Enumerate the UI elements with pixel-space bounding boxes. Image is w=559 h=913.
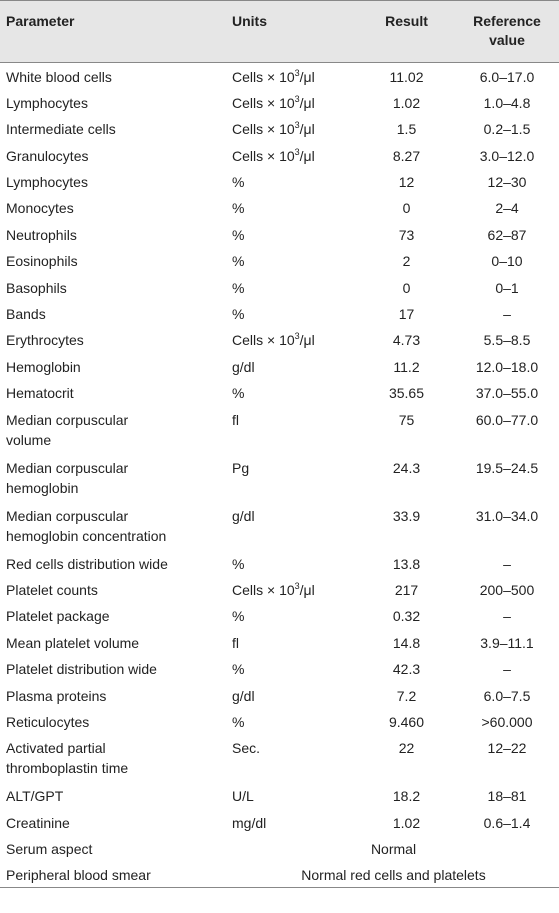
table-row [0,734,559,782]
result-cell: 13.8 [392,555,421,572]
reference-cell: 12–22 [487,740,527,757]
table-row [0,655,559,681]
units-cell [226,809,358,835]
reference-cell: 0–1 [495,279,519,296]
result-cell: 18.2 [392,788,421,805]
units-cell [226,655,358,681]
parameter-text: Activated partial [6,740,106,757]
reference-cell: 0.6–1.4 [483,814,531,831]
units-cell [226,550,358,576]
units-cell [226,247,358,273]
units-cell [226,576,358,602]
parameter-cell [0,629,226,655]
result-cell: 4.73 [392,332,421,349]
units-text: % [232,200,245,217]
units-cell [226,602,358,628]
parameter-text: Basophils [6,279,67,296]
reference-cell: >60.000 [481,713,533,730]
table-row [0,353,559,379]
parameter-cell [0,168,226,194]
units-text: % [232,253,245,270]
parameter-cell [0,379,226,405]
table-row [0,194,559,220]
reference-cell: 31.0–34.0 [475,507,539,524]
units-cell [226,142,358,168]
table-row [0,576,559,602]
units-cell [226,63,358,89]
reference-cell: 1.0–4.8 [483,94,531,111]
result-cell: 33.9 [392,507,421,524]
result-cell: 2 [402,253,411,270]
units-cell [226,454,358,502]
parameter-cell [0,274,226,300]
result-cell: 35.65 [388,385,425,402]
merged-value-cell: Normal [370,841,417,858]
reference-cell: – [503,608,511,625]
units-base: Cells × 10 [232,147,295,164]
units-cell [226,194,358,220]
result-cell: 17 [398,306,415,323]
reference-cell: – [503,306,511,323]
units-tail: /μl [299,121,315,138]
table-row [0,142,559,168]
units-base: Cells × 10 [232,332,295,349]
units-text: % [232,226,245,243]
reference-cell: 37.0–55.0 [475,385,539,402]
units-tail: /μl [299,581,315,598]
units-base: Cells × 10 [232,69,295,85]
parameter-text: Median corpuscular [6,459,129,476]
parameter-cell [0,708,226,734]
parameter-text: Red cells distribution wide [6,555,168,572]
parameter-text: Eosinophils [6,253,78,270]
units-text: g/dl [232,687,255,704]
units-cell [226,682,358,708]
reference-cell: 200–500 [479,581,535,598]
units-base: Cells × 10 [232,121,295,138]
units-text: Sec. [232,740,261,757]
units-tail: /μl [299,94,315,111]
header-parameter: Parameter [6,13,75,29]
units-tail: /μl [299,69,315,85]
units-cell [226,274,358,300]
units-exponent: 3 [294,580,300,591]
parameter-cell [0,655,226,681]
result-cell: 9.460 [388,713,425,730]
parameter-text: Monocytes [6,200,74,217]
parameter-text: Granulocytes [6,147,89,164]
parameter-cell [0,406,226,454]
units-cell [226,115,358,141]
result-cell: 0.32 [392,608,421,625]
reference-cell: 0–10 [491,253,523,270]
parameter-cell [0,142,226,168]
parameter-cell [0,550,226,576]
table-row [0,502,559,550]
parameter-cell [0,194,226,220]
reference-cell: – [503,661,511,678]
result-cell: 11.02 [389,69,424,85]
parameter-text: Hemoglobin [6,358,81,375]
header-reference-line1: Reference [473,13,541,29]
parameter-cell [0,682,226,708]
result-cell: 7.2 [396,687,417,704]
parameter-text-line2: volume [6,431,52,448]
parameter-cell [0,734,226,782]
parameter-text: Platelet counts [6,581,98,598]
units-text: g/dl [232,507,255,524]
parameter-cell: Serum aspect [6,841,93,858]
parameter-cell [0,115,226,141]
table-row [0,168,559,194]
parameter-cell [0,454,226,502]
parameter-text: Neutrophils [6,226,77,243]
parameter-text: Lymphocytes [6,174,88,191]
table-row [0,274,559,300]
table-row [0,682,559,708]
parameter-cell [0,576,226,602]
reference-cell: 0.2–1.5 [483,121,531,138]
units-cell [226,782,358,808]
table-row [0,63,559,89]
table-row [0,221,559,247]
units-cell [226,353,358,379]
reference-cell: 12–30 [487,174,527,191]
parameter-text: Erythrocytes [6,332,84,349]
table-row [0,782,559,808]
parameter-cell [0,326,226,352]
table-row [0,708,559,734]
units-text: Pg [232,459,250,476]
parameter-cell [0,782,226,808]
units-text: % [232,661,245,678]
parameter-cell [0,809,226,835]
units-text: U/L [232,788,254,805]
result-cell: 1.02 [392,94,421,111]
units-text: mg/dl [232,814,267,831]
table-row [0,89,559,115]
table-row [0,550,559,576]
units-text: fl [232,411,239,428]
units-text: % [232,385,245,402]
parameter-text: Creatinine [6,814,70,831]
table-row [0,809,559,835]
table-row [0,406,559,454]
parameter-text: Hematocrit [6,385,74,402]
parameter-cell [0,89,226,115]
reference-cell: 6.0–7.5 [483,687,531,704]
parameter-text-line2: hemoglobin concentration [6,527,167,544]
units-cell [226,326,358,352]
parameter-text: Median corpuscular [6,411,129,428]
reference-cell: 60.0–77.0 [475,411,539,428]
parameter-text: Platelet package [6,608,110,625]
units-tail: /μl [299,147,315,164]
units-base: Cells × 10 [232,94,295,111]
parameter-text: Intermediate cells [6,121,116,138]
table-row [0,300,559,326]
units-text: % [232,713,245,730]
table-header [0,1,559,63]
parameter-cell [0,502,226,550]
parameter-text: Bands [6,306,46,323]
reference-cell: 2–4 [495,200,519,217]
units-cell [226,502,358,550]
table-row [0,247,559,273]
result-cell: 1.5 [396,121,417,138]
reference-cell: 12.0–18.0 [475,358,539,375]
merged-value-cell: Normal red cells and platelets [301,867,486,884]
units-base: Cells × 10 [232,581,295,598]
result-cell: 11.2 [393,358,420,375]
result-cell: 14.8 [392,634,421,651]
result-cell: 217 [394,581,419,598]
units-cell [226,168,358,194]
result-cell: 42.3 [392,661,421,678]
reference-cell: 6.0–17.0 [479,69,535,85]
units-text: % [232,555,245,572]
reference-cell: 62–87 [487,226,527,243]
units-exponent: 3 [294,93,300,104]
reference-cell: 3.9–11.1 [480,634,534,651]
units-cell [226,406,358,454]
units-cell [226,379,358,405]
parameter-cell [0,63,226,89]
parameter-text: Median corpuscular [6,507,129,524]
table-row [0,602,559,628]
units-exponent: 3 [294,146,300,157]
units-tail: /μl [299,332,315,349]
parameter-cell [0,221,226,247]
table-row [0,326,559,352]
result-cell: 8.27 [392,147,421,164]
parameter-text: Plasma proteins [6,687,107,704]
reference-cell: 18–81 [487,788,527,805]
reference-cell: – [503,555,511,572]
parameter-text: White blood cells [6,69,112,85]
units-exponent: 3 [294,68,300,78]
parameter-text-line2: hemoglobin [6,479,79,496]
parameter-text: Mean platelet volume [6,634,140,651]
units-text: fl [232,634,239,651]
parameter-text-line2: thromboplastin time [6,760,129,777]
units-text: % [232,608,245,625]
table-row [0,454,559,502]
table-row [0,629,559,655]
header-reference-line2: value [489,32,525,48]
result-cell: 12 [398,174,415,191]
units-cell [226,629,358,655]
header-units: Units [232,13,267,29]
parameter-text: Reticulocytes [6,713,90,730]
parameter-cell: Peripheral blood smear [6,867,151,884]
parameter-text: Platelet distribution wide [6,661,157,678]
units-cell [226,708,358,734]
result-cell: 0 [402,279,411,296]
table-body [0,63,559,888]
units-cell [226,734,358,782]
table-row [0,835,559,861]
header-result: Result [385,13,428,29]
header-row [0,1,559,63]
units-text: g/dl [232,358,255,375]
table-row [0,861,559,887]
result-cell: 22 [398,740,415,757]
result-cell: 0 [402,200,411,217]
units-cell [226,221,358,247]
parameter-cell [0,353,226,379]
units-text: % [232,306,245,323]
reference-cell: 5.5–8.5 [483,332,531,349]
result-cell: 75 [398,411,415,428]
units-exponent: 3 [294,120,300,131]
parameter-text: Lymphocytes [6,94,88,111]
result-cell: 73 [398,226,415,243]
table-row [0,379,559,405]
header-reference-value [453,1,559,63]
result-cell: 24.3 [392,459,421,476]
units-cell [226,89,358,115]
parameter-cell [0,300,226,326]
reference-cell: 3.0–12.0 [479,147,535,164]
table-row [0,115,559,141]
parameter-cell [0,602,226,628]
result-cell: 1.02 [392,814,421,831]
units-text: % [232,279,245,296]
parameter-text: ALT/GPT [6,788,64,805]
units-exponent: 3 [294,331,300,342]
units-text: % [232,174,245,191]
parameter-cell [0,247,226,273]
units-cell [226,300,358,326]
reference-cell: 19.5–24.5 [475,459,539,476]
